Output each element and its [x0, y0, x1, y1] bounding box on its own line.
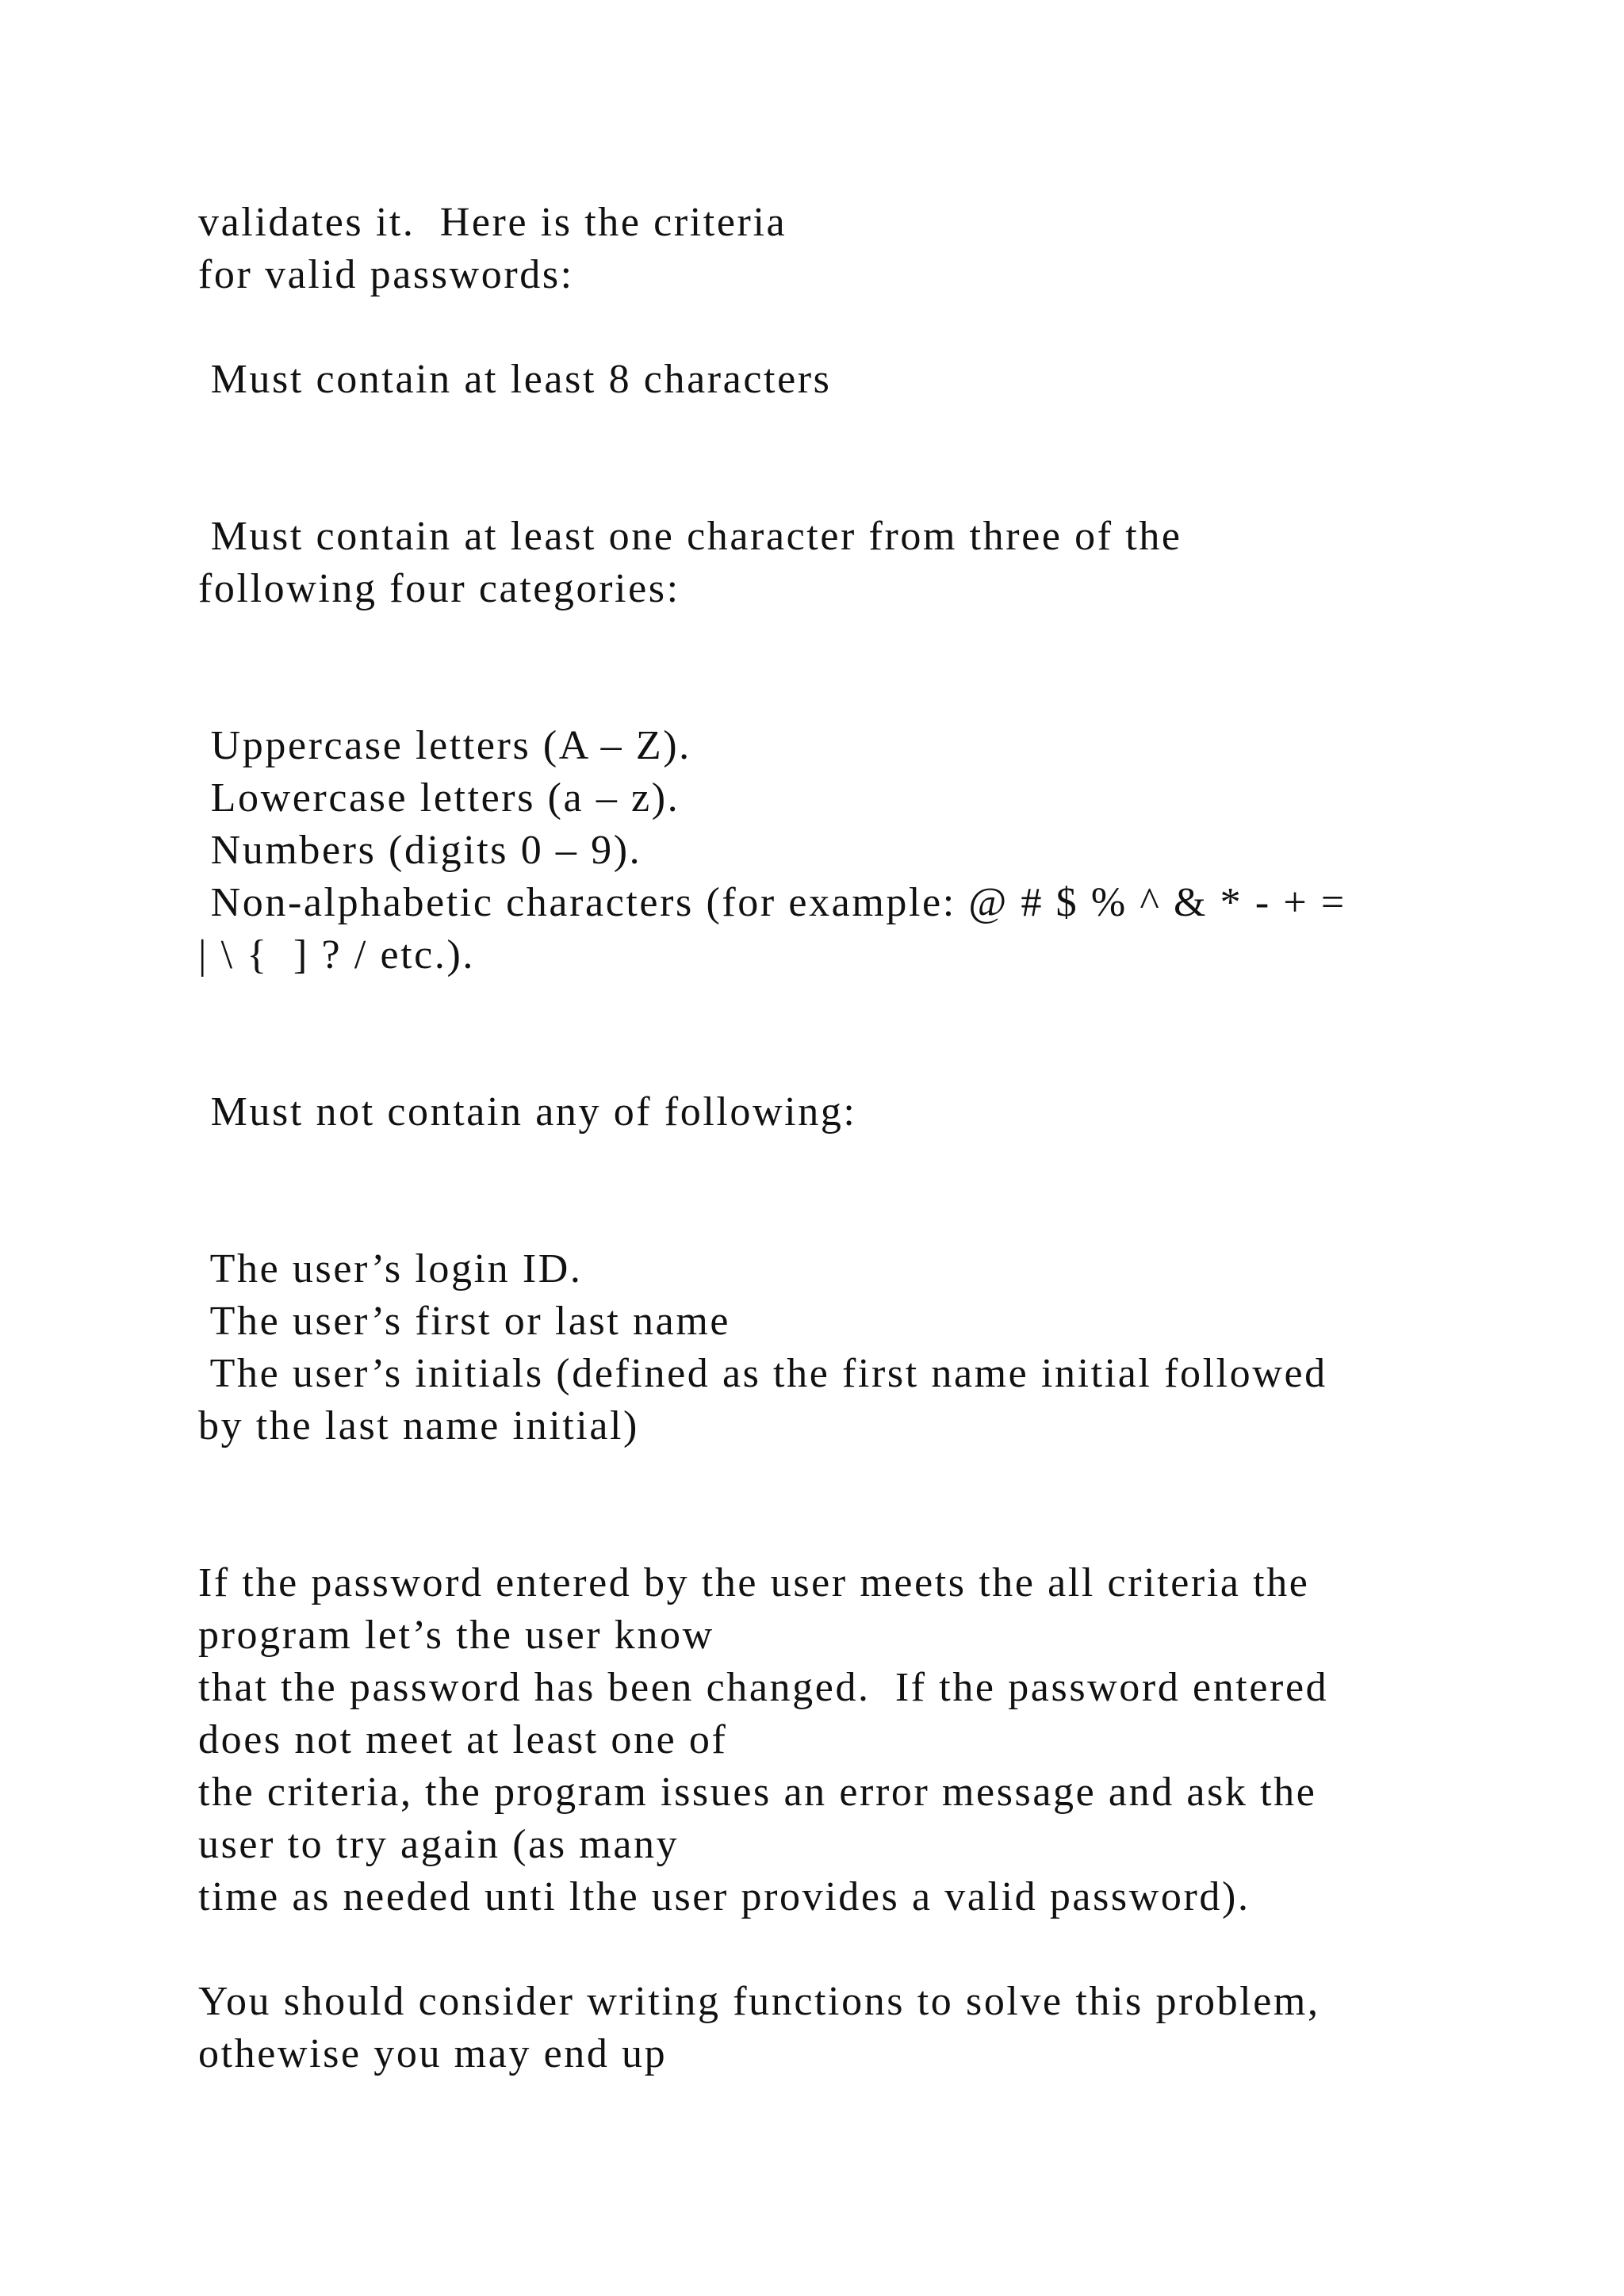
bullet-item: Non-alphabetic characters (for example: @ # $ % ^ & * - + =: [198, 880, 1346, 925]
text-line: the criteria, the program issues an error message and ask the: [198, 1770, 1317, 1815]
bullet-item: Numbers (digits 0 – 9).: [198, 828, 642, 873]
bullet-item: Lowercase letters (a – z).: [198, 775, 680, 821]
text-line: does not meet at least one of: [198, 1717, 728, 1762]
text-line: You should consider writing functions to solve this problem,: [198, 1979, 1320, 2024]
text-line: time as needed unti lthe user provides a valid password).: [198, 1874, 1251, 1919]
text-line: that the password has been changed. If the password entered: [198, 1665, 1329, 1710]
bullet-item: Must contain at least 8 characters: [198, 357, 832, 402]
text-line: program let’s the user know: [198, 1613, 714, 1658]
text-line: following four categories:: [198, 566, 680, 611]
text-line: | \ { ] ? / etc.).: [198, 932, 475, 978]
bullet-item: The user’s login ID.: [198, 1246, 583, 1292]
text-line: for valid passwords:: [198, 252, 574, 297]
text-line: If the password entered by the user meets the all criteria the: [198, 1560, 1310, 1605]
bullet-item: The user’s initials (defined as the first name initial followed: [198, 1351, 1327, 1396]
bullet-item: Uppercase letters (A – Z).: [198, 723, 691, 768]
text-line: user to try again (as many: [198, 1822, 680, 1867]
bullet-item: The user’s first or last name: [198, 1299, 731, 1344]
text-line: by the last name initial): [198, 1403, 639, 1448]
text-line: validates it. Here is the criteria: [198, 200, 787, 245]
text-line: othewise you may end up: [198, 2031, 668, 2076]
bullet-item: Must not contain any of following:: [198, 1089, 857, 1135]
bullet-item: Must contain at least one character from three of the: [198, 514, 1182, 559]
